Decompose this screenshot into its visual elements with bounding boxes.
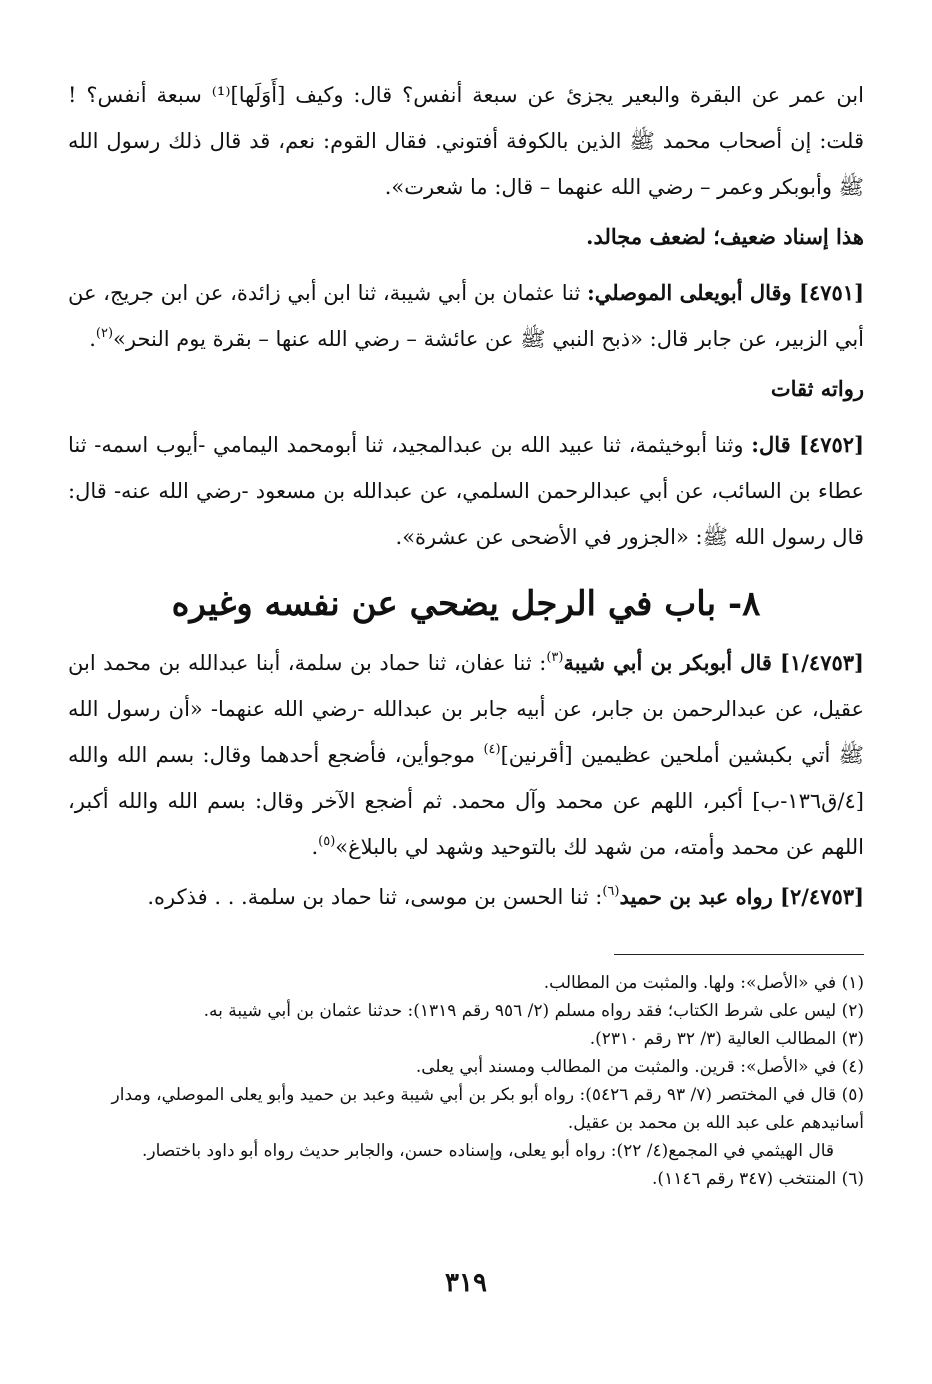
- hadith-4753-2-lead: [٢/٤٧٥٣] رواه عبد بن حميد: [619, 884, 864, 909]
- footnote-4: (٤) في «الأصل»: قرين. والمثبت من المطالب ومسند أبي يعلى.: [415, 1057, 864, 1077]
- footnote-ref-6: (٦): [602, 884, 620, 899]
- footnote-separator: [614, 954, 864, 955]
- footnote-3: (٣) المطالب العالية (٣/ ٣٢ رقم ٢٣١٠).: [589, 1029, 864, 1049]
- hadith-4753-1: [68, 640, 864, 870]
- hadith-4752-lead: [٤٧٥٢] قال:: [751, 432, 864, 457]
- footnote-ref-3: (٣): [546, 650, 564, 665]
- page-number: ٣١٩: [445, 1268, 487, 1298]
- footnote-ref-4: (٤): [483, 742, 501, 757]
- hadith-4751-lead: [٤٧٥١] وقال أبويعلى الموصلي:: [587, 280, 864, 305]
- paragraph-1: ابن عمر عن البقرة والبعير يجزئ عن سبعة أنفس؟ قال: وكيف [أَوَلَها]⁽¹⁾ سبعة أنفس؟ ! قلت: إن أصحاب محمد ﷺ الذين بالكوفة أفتوني. فقال القوم: نعم، قد قال ذلك رسول الله ﷺ وأبوبكر وعمر – رضي الله عنهما – قال: ما شعرت».: [68, 83, 864, 199]
- footnote-5: (٥) قال في المختصر (٧/ ٩٣ رقم ٥٤٢٦): رواه أبو بكر بن أبي شيبة وعبد بن حميد وأبو يعلى الموصلي، ومدار أسانيدهم على عبد الله بن محمد بن عقيل.: [111, 1085, 864, 1133]
- hadith-4751: [68, 270, 864, 362]
- hadith-4752-body: وثنا أبوخيثمة، ثنا عبيد الله بن عبدالمجيد، ثنا أبومحمد اليمامي -أيوب اسمه- ثنا عطاء بن السائب، عن أبي عبدالرحمن السلمي، عن عبدالله بن مسعود -رضي الله عنه- قال: قال رسول الله ﷺ: «الجزور في الأضحى عن عشرة».: [68, 433, 864, 549]
- footnote-5-continued: قال الهيثمي في المجمع(٤/ ٢٢): رواه أبو يعلى، وإسناده حسن، والجابر حديث رواه أبو داود باختصار.: [142, 1141, 834, 1161]
- hadith-4752: [68, 422, 864, 560]
- footnote-6: (٦) المنتخب (٣٤٧ رقم ١١٤٦).: [652, 1169, 864, 1189]
- hadith-4753-1-end: .: [311, 835, 319, 859]
- hadith-4753-2-body: : ثنا الحسن بن موسى، ثنا حماد بن سلمة. . . فذكره.: [147, 885, 603, 909]
- hadith-4753-1-body-a: : ثنا عفان، ثنا حماد بن سلمة، أبنا عبدالله بن محمد ابن عقيل، عن عبدالرحمن بن جابر، عن أبيه جابر بن عبدالله -رضي الله عنهما- «أن رسول الله ﷺ أتي بكبشين أملحين عظيمين [أقرنين]: [68, 651, 865, 767]
- chapter-title: ٨- باب في الرجل يضحي عن نفسه وغيره: [171, 584, 761, 624]
- footnote-1: (١) في «الأصل»: ولها. والمثبت من المطالب.: [543, 973, 864, 993]
- grading-note-1: هذا إسناد ضعيف؛ لضعف مجالد.: [586, 224, 864, 249]
- hadith-4751-body: ثنا عثمان بن أبي شيبة، ثنا ابن أبي زائدة، عن ابن جريج، عن أبي الزبير، عن جابر قال: «ذبح النبي ﷺ عن عائشة – رضي الله عنها – بقرة يوم النحر»: [67, 281, 864, 351]
- grading-note-2: رواته ثقات: [770, 376, 864, 401]
- footnote-ref-2: (٢): [95, 326, 114, 341]
- hadith-4751-end: .: [89, 327, 96, 351]
- footnote-ref-5: (٥): [318, 834, 336, 849]
- footnotes: [68, 969, 864, 1193]
- hadith-4753-2: [68, 874, 864, 920]
- hadith-4753-1-lead: [١/٤٧٥٣] قال أبوبكر بن أبي شيبة: [563, 650, 864, 675]
- hadith-4753-1-body-b: موجوأين، فأضجع أحدهما وقال: بسم الله والله [٤/ق١٣٦-ب] أكبر، اللهم عن محمد وآل محمد. ثم أضجع الآخر وقال: بسم الله والله أكبر، اللهم عن محمد وأمته، من شهد لك بالتوحيد وشهد لي بالبلاغ»: [68, 743, 864, 859]
- footnote-2: (٢) ليس على شرط الكتاب؛ فقد رواه مسلم (٢/ ٩٥٦ رقم ١٣١٩): حدثنا عثمان بن أبي شيبة به.: [203, 1001, 864, 1021]
